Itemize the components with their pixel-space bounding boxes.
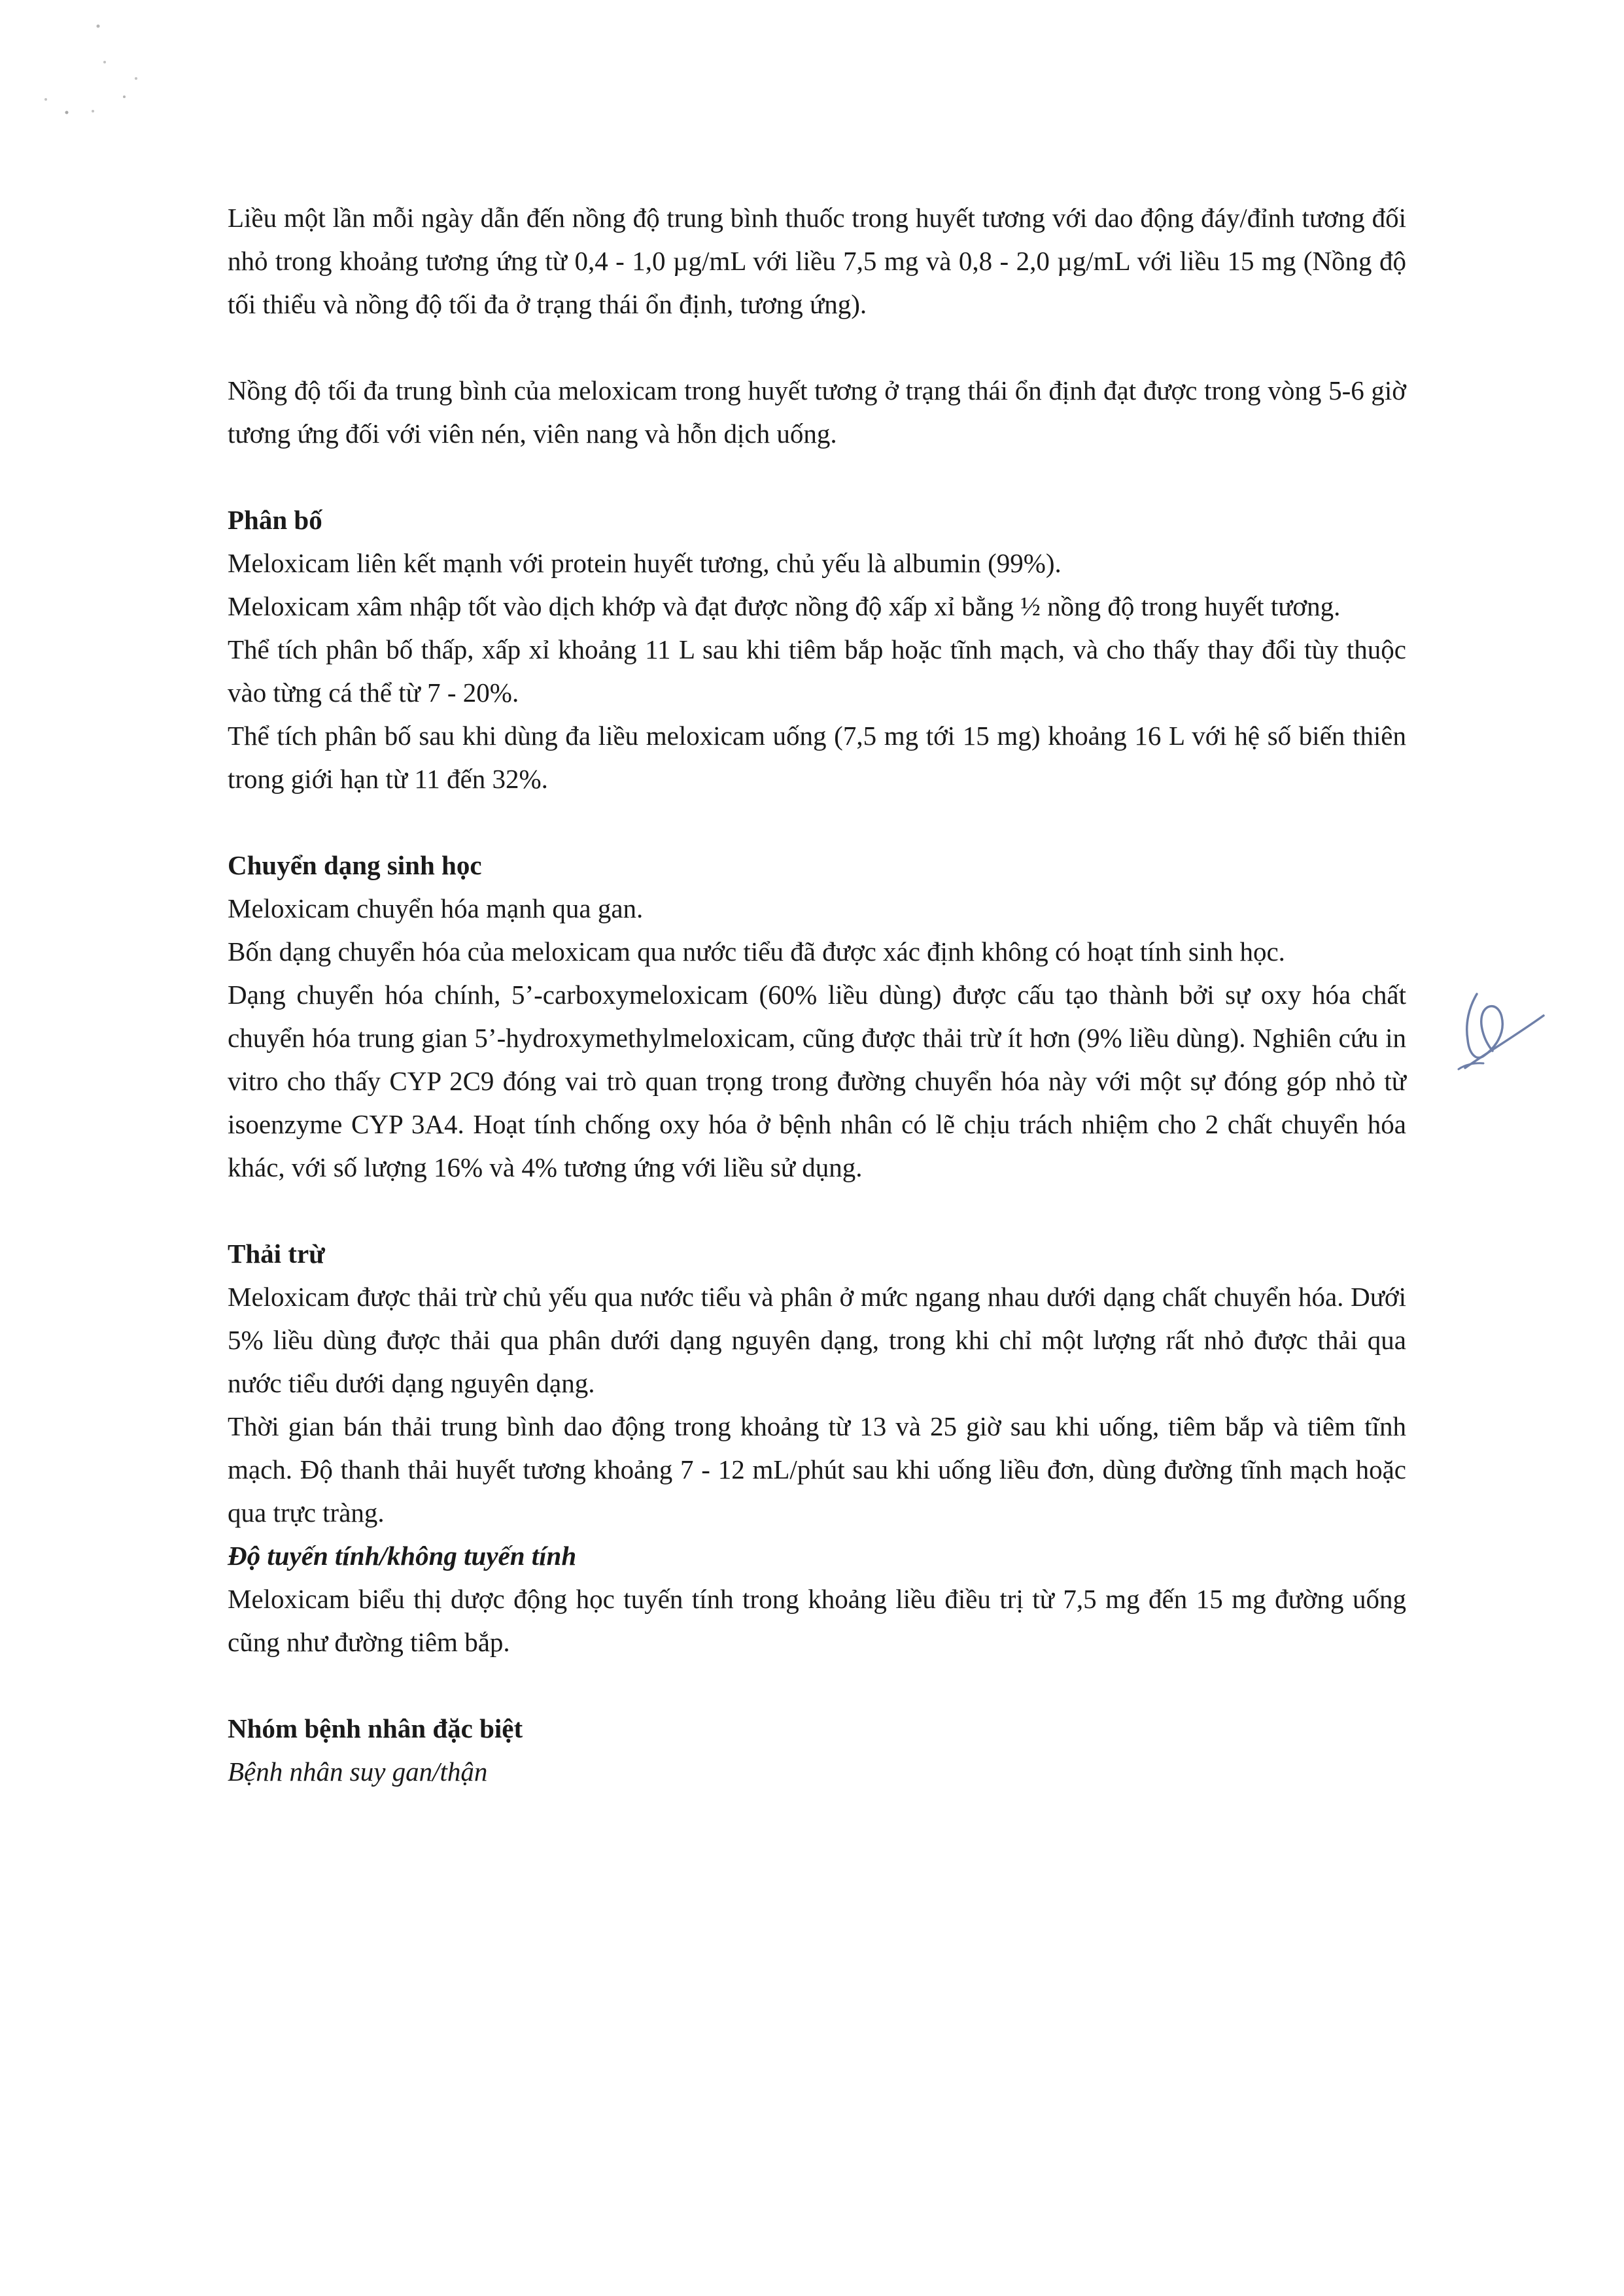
spacer <box>228 326 1406 369</box>
spacer <box>228 455 1406 498</box>
paragraph-half-life: Thời gian bán thải trung bình dao động trong khoảng từ 13 và 25 giờ sau khi uống, tiêm bắp và tiêm tĩnh mạch. Độ thanh thải huyết tương khoảng 7 - 12 mL/phút sau khi uống liều đơn, dùng đường tĩnh mạch hoặc qua trực tràng. <box>228 1411 1406 1528</box>
heading-distribution: Phân bố <box>228 505 322 535</box>
spacer <box>228 1664 1406 1707</box>
paragraph-excretion: Meloxicam được thải trừ chủ yếu qua nước tiểu và phân ở mức ngang nhau dưới dạng chất chuyển hóa. Dưới 5% liều dùng được thải qua phân dưới dạng nguyên dạng, trong khi chỉ một lượng rất nhỏ được thải qua nước tiểu dưới dạng nguyên dạng. <box>228 1282 1406 1398</box>
handwritten-initial-mark <box>1445 978 1550 1076</box>
heading-linearity: Độ tuyến tính/không tuyến tính <box>228 1541 577 1571</box>
paragraph-multiple-dose-volume: Thể tích phân bố sau khi dùng đa liều meloxicam uống (7,5 mg tới 15 mg) khoảng 16 L với hệ số biến thiên trong giới hạn từ 11 đến 32%. <box>228 721 1406 794</box>
paragraph-steady-state-concentration: Liều một lần mỗi ngày dẫn đến nồng độ trung bình thuốc trong huyết tương với dao động đáy/đỉnh tương đối nhỏ trong khoảng tương ứng từ 0,4 - 1,0 µg/mL với liều 7,5 mg và 0,8 - 2,0 µg/mL với liều 15 mg (Nồng độ tối thiểu và nồng độ tối đa ở trạng thái ổn định, tương ứng). <box>228 203 1406 319</box>
document-body <box>228 196 1406 1793</box>
spacer <box>228 800 1406 844</box>
spacer <box>228 1189 1406 1232</box>
heading-biotransformation: Chuyển dạng sinh học <box>228 850 482 880</box>
paragraph-protein-binding: Meloxicam liên kết mạnh với protein huyết tương, chủ yếu là albumin (99%). <box>228 548 1062 578</box>
paragraph-peak-concentration: Nồng độ tối đa trung bình của meloxicam trong huyết tương ở trạng thái ổn định đạt được trong vòng 5-6 giờ tương ứng đối với viên nén, viên nang và hỗn dịch uống. <box>228 375 1406 449</box>
paragraph-main-metabolite: Dạng chuyển hóa chính, 5’-carboxymeloxicam (60% liều dùng) được cấu tạo thành bởi sự oxy hóa chất chuyển hóa trung gian 5’-hydroxymethylmeloxicam, cũng được thải trừ ít hơn (9% liều dùng). Nghiên cứu in vitro cho thấy CYP 2C9 đóng vai trò quan trọng trong đường chuyển hóa này với một sự đóng góp nhỏ từ isoenzyme CYP 3A4. Hoạt tính chống oxy hóa ở bệnh nhân có lẽ chịu trách nhiệm cho 2 chất chuyển hóa khác, với số lượng 16% và 4% tương ứng với liều sử dụng. <box>228 980 1406 1182</box>
paragraph-hepatic-metabolism: Meloxicam chuyển hóa mạnh qua gan. <box>228 893 644 923</box>
scan-specks <box>26 13 157 124</box>
heading-special-populations: Nhóm bệnh nhân đặc biệt <box>228 1713 523 1743</box>
paragraph-synovial-fluid: Meloxicam xâm nhập tốt vào dịch khớp và đạt được nồng độ xấp xỉ bằng ½ nồng độ trong huyết tương. <box>228 591 1341 621</box>
subheading-hepatic-renal-impairment: Bệnh nhân suy gan/thận <box>228 1756 488 1787</box>
heading-elimination: Thải trừ <box>228 1239 325 1269</box>
paragraph-linear-kinetics: Meloxicam biểu thị dược động học tuyến tính trong khoảng liều điều trị từ 7,5 mg đến 15 mg đường uống cũng như đường tiêm bắp. <box>228 1584 1406 1657</box>
paragraph-inactive-metabolites: Bốn dạng chuyển hóa của meloxicam qua nước tiểu đã được xác định không có hoạt tính sinh học. <box>228 936 1285 967</box>
paragraph-volume-distribution: Thể tích phân bố thấp, xấp xỉ khoảng 11 L sau khi tiêm bắp hoặc tĩnh mạch, và cho thấy thay đổi tùy thuộc vào từng cá thể từ 7 - 20%. <box>228 634 1406 708</box>
